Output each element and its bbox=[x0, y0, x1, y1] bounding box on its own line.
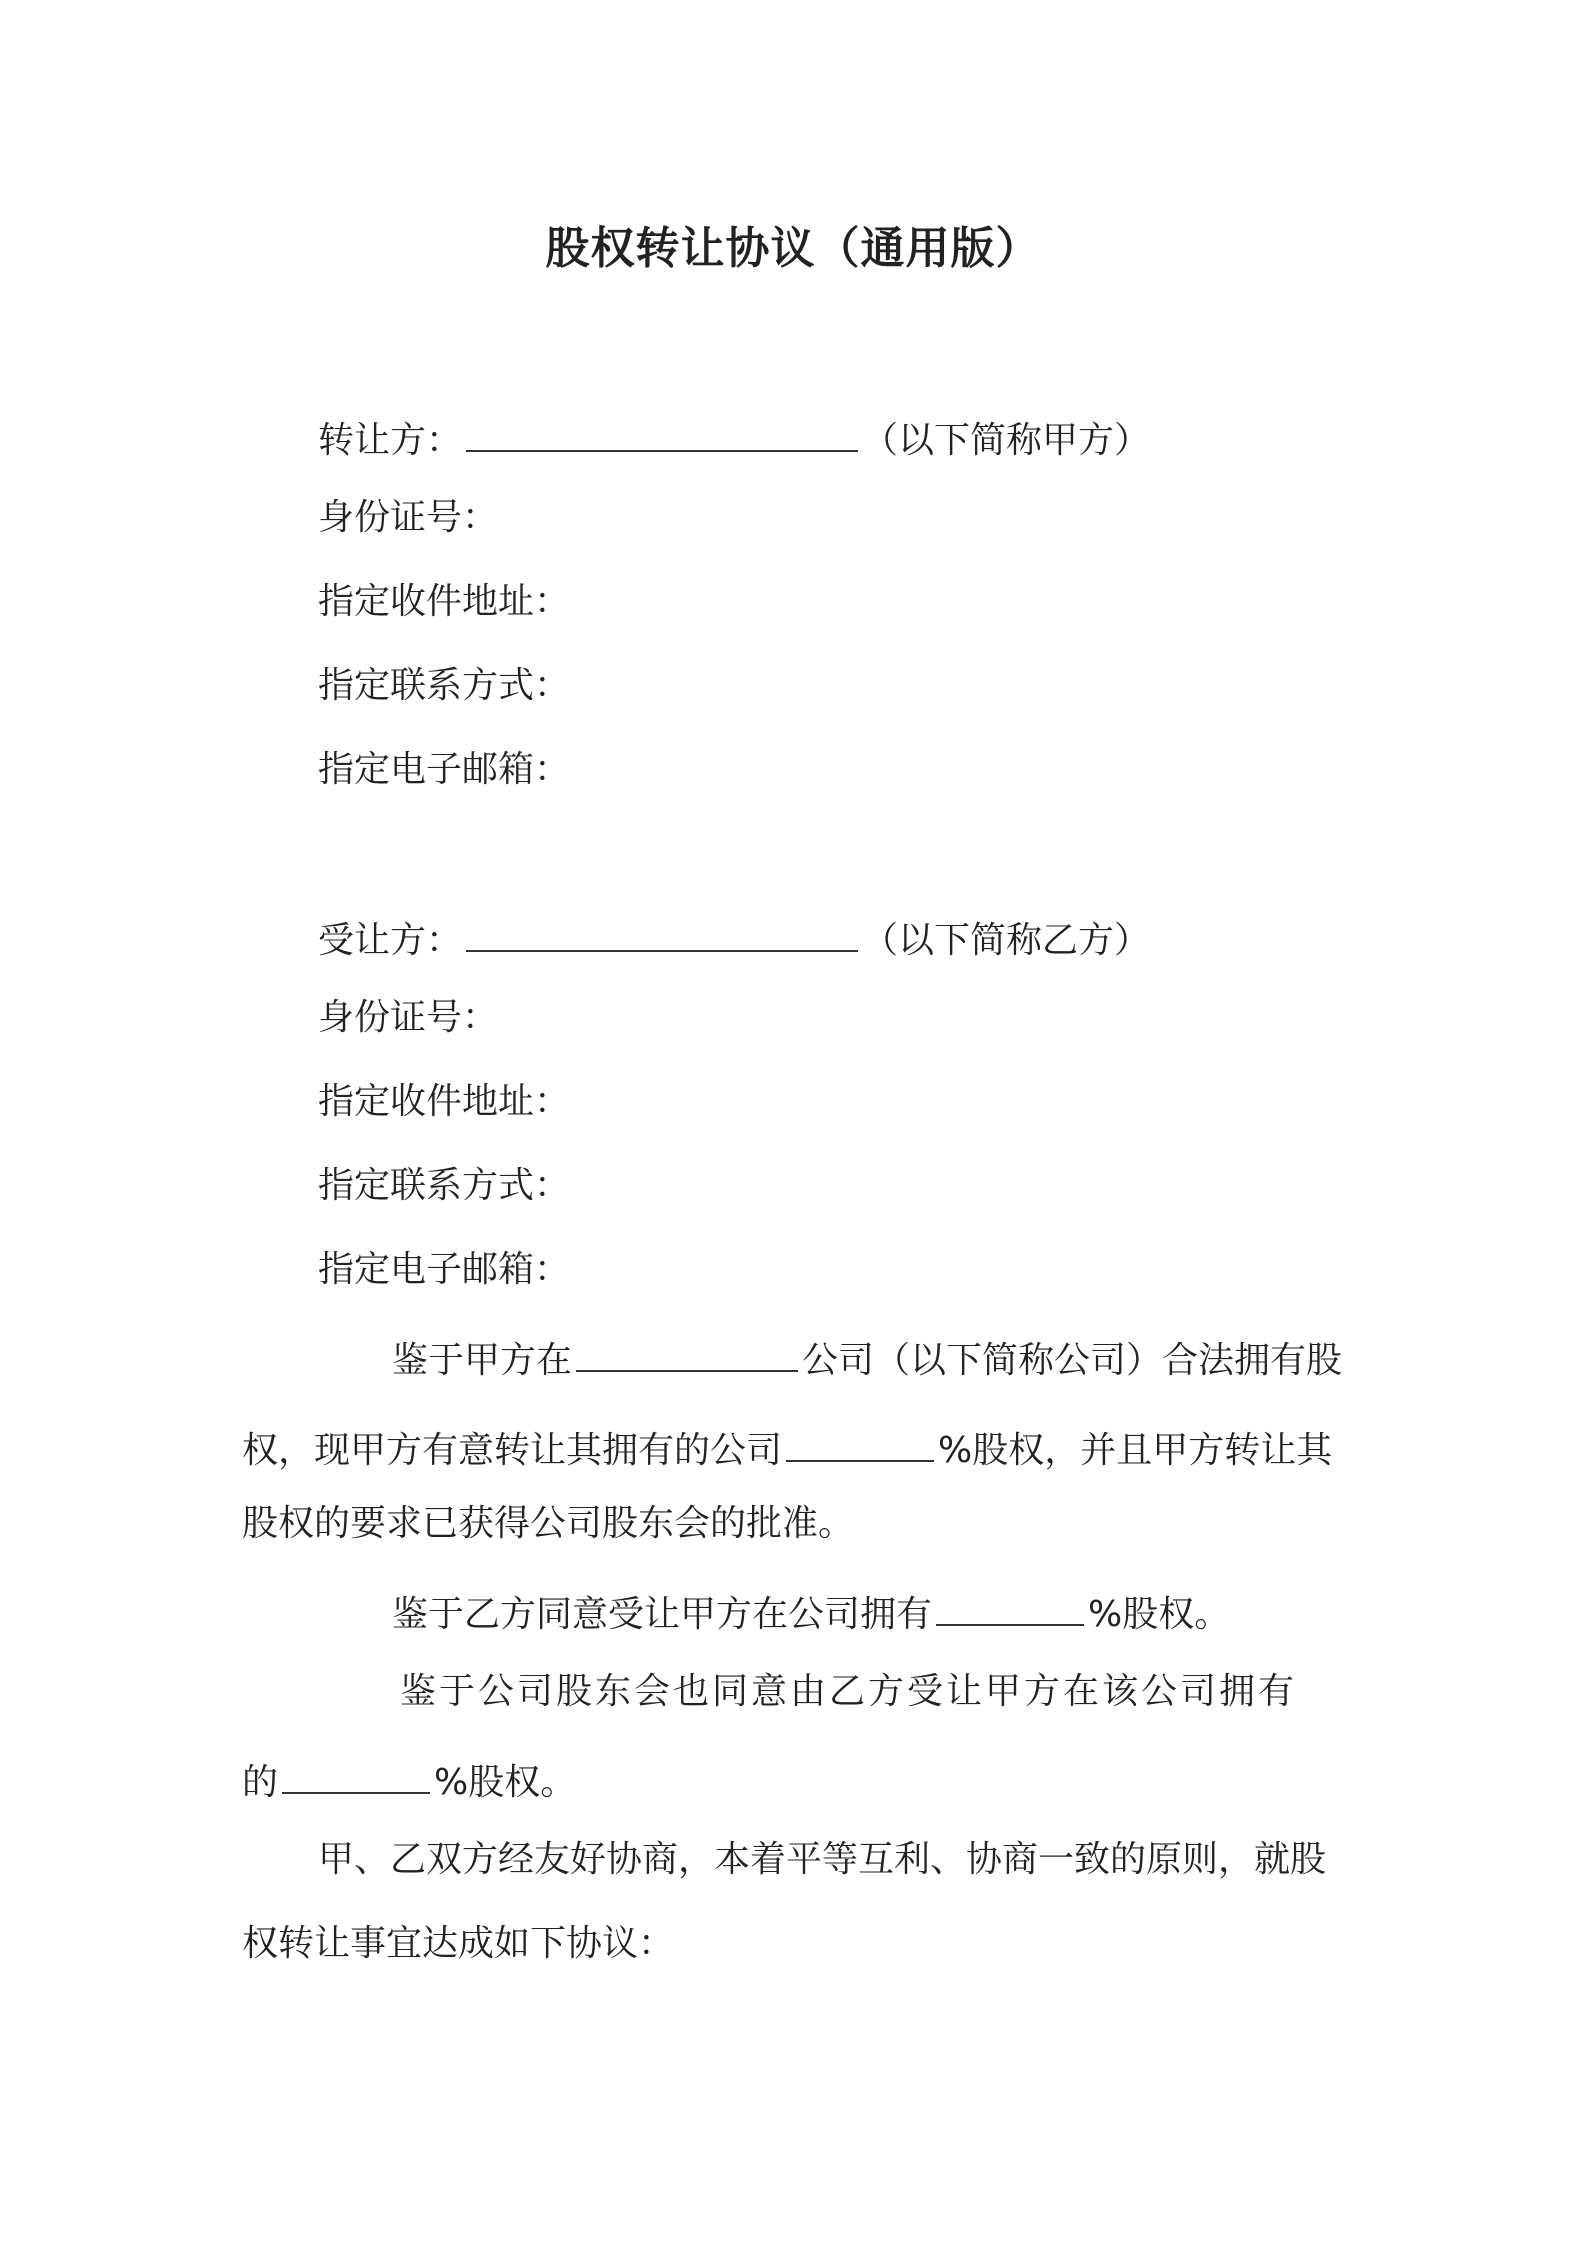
recital2-line bbox=[392, 1584, 1230, 1639]
transferee-email-label: 指定电子邮箱： bbox=[318, 1249, 571, 1290]
recital1-text-d: %股权，并且甲方转让其 bbox=[938, 1430, 1333, 1471]
recital3-line2 bbox=[242, 1752, 576, 1807]
accept-percent-blank[interactable] bbox=[936, 1584, 1084, 1626]
transferor-contact-label: 指定联系方式： bbox=[318, 665, 571, 706]
transferee-contact-label: 指定联系方式： bbox=[318, 1165, 571, 1206]
recital1-text-c: 权，现甲方有意转让其拥有的公司 bbox=[242, 1430, 783, 1471]
transferor-address-label: 指定收件地址： bbox=[318, 581, 571, 622]
closing-line1: 甲、乙双方经友好协商，本着平等互利、协商一致的原则，就股 bbox=[318, 1839, 1327, 1880]
recital1-line3: 股权的要求已获得公司股东会的批准。 bbox=[242, 1503, 855, 1544]
recital3-text-c: %股权。 bbox=[434, 1762, 577, 1803]
transferee-address-label: 指定收件地址： bbox=[318, 1081, 571, 1122]
closing-line2: 权转让事宜达成如下协议： bbox=[242, 1923, 675, 1964]
recital2-text-a: 鉴于乙方同意受让甲方在公司拥有 bbox=[392, 1594, 933, 1635]
transferor-label: 转让方： bbox=[318, 420, 463, 461]
recital2-text-b: %股权。 bbox=[1088, 1594, 1231, 1635]
transferee-name-blank[interactable] bbox=[466, 910, 858, 952]
document-title: 股权转让协议（通用版） bbox=[545, 223, 1041, 274]
transferor-suffix: （以下简称甲方） bbox=[862, 420, 1151, 461]
transferor-email-label: 指定电子邮箱： bbox=[318, 749, 571, 790]
recital1-text-a: 鉴于甲方在 bbox=[392, 1340, 573, 1381]
transferee-id-label: 身份证号： bbox=[318, 997, 499, 1038]
transfer-percent-blank[interactable] bbox=[786, 1420, 934, 1462]
recital1-text-b: 公司（以下简称公司）合法拥有股 bbox=[802, 1340, 1343, 1381]
transferor-row bbox=[318, 410, 1150, 465]
transferor-name-blank[interactable] bbox=[466, 410, 858, 452]
transferee-row bbox=[318, 910, 1150, 965]
transferee-label: 受让方： bbox=[318, 920, 463, 961]
recital3-text-b: 的 bbox=[242, 1762, 279, 1803]
recital3-line1: 鉴于公司股东会也同意由乙方受让甲方在该公司拥有 bbox=[400, 1671, 1298, 1712]
transferee-suffix: （以下简称乙方） bbox=[862, 920, 1151, 961]
recital1-line2 bbox=[242, 1420, 1332, 1475]
transferor-id-label: 身份证号： bbox=[318, 497, 499, 538]
company-name-blank[interactable] bbox=[576, 1330, 798, 1372]
approved-percent-blank[interactable] bbox=[282, 1752, 430, 1794]
recital1-line1 bbox=[392, 1330, 1342, 1385]
